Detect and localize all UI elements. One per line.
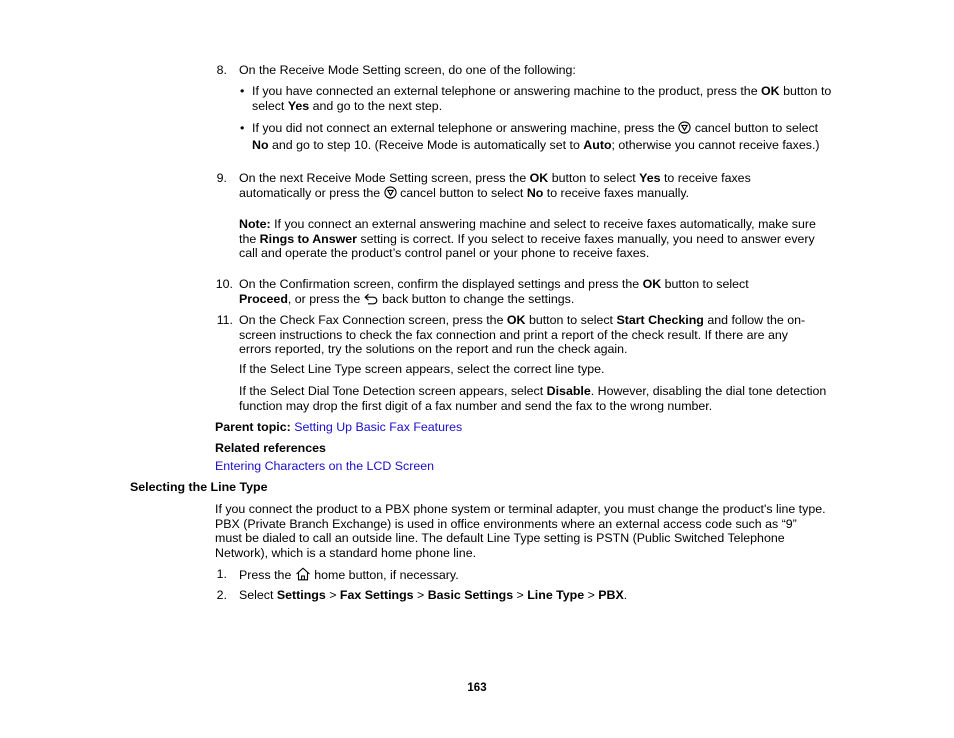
page-number: 163 [467, 682, 487, 694]
step-number: 1. [216, 567, 227, 581]
parent-topic [215, 420, 815, 435]
step-text: On the Check Fax Connection screen, press the OK button to select Start Checking and follow the on-screen instructions to check the fax connection and print a report of the check result. If there are any errors reported, try the solutions on the report and run the check again. [239, 313, 806, 357]
home-icon [295, 567, 311, 585]
section-heading: Selecting the Line Type [130, 480, 268, 494]
bullet: • [240, 84, 245, 98]
step-text: Select Settings > Fax Settings > Basic Settings > Line Type > PBX. [239, 588, 628, 602]
bullet-text: If you did not connect an external telephone or answering machine, press the cancel button to select No and go to step 10. (Receive Mode is automatically set to Auto; otherwise you cannot receive faxes.) [252, 121, 820, 152]
step-paragraph: If the Select Dial Tone Detection screen appears, select Disable. However, disabling the dial tone detection function may drop the first digit of a fax number and send the fax to the wrong number. [239, 384, 827, 413]
step-text: On the Receive Mode Setting screen, do one of the following: [239, 63, 576, 77]
parent-topic-label: Parent topic: [215, 420, 291, 434]
step-number: 8. [216, 63, 227, 77]
bullet: • [240, 121, 245, 135]
step-number: 10. [215, 277, 233, 291]
step-text: Press the home button, if necessary. [239, 567, 799, 585]
cancel-icon [678, 121, 691, 138]
step-text: On the Confirmation screen, confirm the displayed settings and press the OK button to select Proceed, or press the back button to change the settings. [239, 277, 799, 308]
bullet-text: If you have connected an external telephone or answering machine to the product, press the OK button to select Yes and go to the next step. [252, 84, 832, 113]
step-text: On the next Receive Mode Setting screen, press the OK button to select Yes to receive faxes automatically or press the cancel button to select No to receive faxes manually. [239, 171, 799, 202]
step-number: 2. [216, 588, 227, 602]
cancel-icon [384, 186, 397, 203]
step-number: 9. [216, 171, 227, 185]
related-reference-link[interactable]: Entering Characters on the LCD Screen [215, 459, 435, 473]
step-paragraph: If the Select Line Type screen appears, select the correct line type. [239, 362, 605, 376]
related-references-label: Related references [215, 441, 326, 455]
note: Note: If you connect an external answering machine and select to receive faxes automatically, make sure the Rings to Answer setting is correct. If you select to receive faxes manually, you need to answer every call and operate the product’s control panel or your phone to receive faxes. [239, 217, 816, 261]
step-number: 11. [216, 313, 233, 327]
back-icon [364, 293, 379, 309]
parent-topic-link[interactable]: Setting Up Basic Fax Features [294, 420, 463, 434]
section-intro: If you connect the product to a PBX phone system or terminal adapter, you must change the product's line type. PBX (Private Branch Exchange) is used in office environments where an external access code such as “9” must be dialed to call an outside line. The default Line Type setting is PSTN (Public Switched Telephone Network), which is a standard home phone line. [215, 502, 826, 560]
